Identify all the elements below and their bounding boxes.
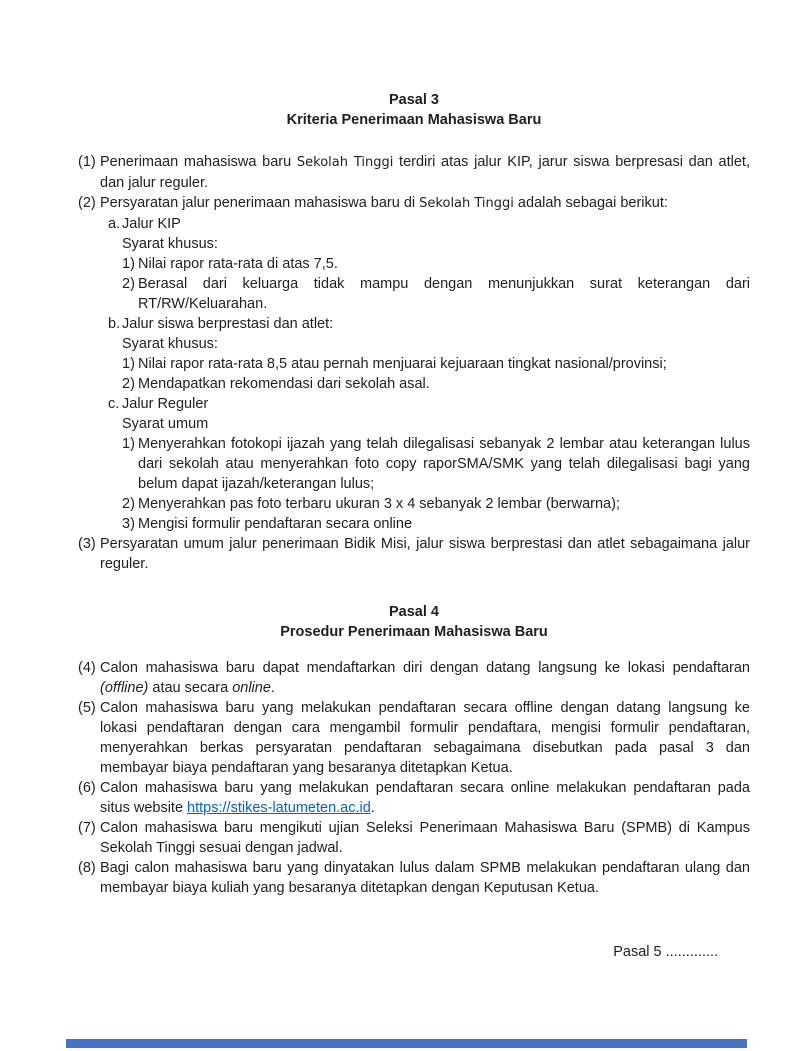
- item-number: (8): [78, 860, 96, 876]
- pasal4-subtitle: Prosedur Penerimaan Mahasiswa Baru: [280, 624, 548, 640]
- sub-label: Jalur KIP: [122, 216, 181, 232]
- sub-marker: a.: [108, 216, 121, 232]
- point-number: 2): [122, 276, 135, 292]
- point-number: 2): [122, 376, 135, 392]
- point-row: [122, 494, 750, 514]
- bottom-blue-bar: [66, 1039, 747, 1048]
- item-text: Calon mahasiswa baru dapat mendaftarkan diri dengan datang langsung ke lokasi pendaftaran (offline) atau secara online.: [100, 660, 750, 696]
- next-section-reference: Pasal 5 .............: [613, 944, 718, 960]
- point-row: [122, 254, 750, 274]
- syarat-label: Syarat umum: [122, 416, 209, 432]
- point-text: Mengisi formulir pendaftaran secara online: [138, 516, 413, 532]
- italic-text: (offline): [100, 680, 149, 696]
- sub-marker: c.: [108, 396, 120, 412]
- sub-item-c: [108, 394, 750, 414]
- pasal4-list: [78, 658, 750, 898]
- sub-item-a: [108, 214, 750, 234]
- item-number: (3): [78, 536, 96, 552]
- list-item-1: [78, 152, 750, 193]
- item-text: Calon mahasiswa baru yang melakukan pendaftaran secara offline dengan datang langsung ke lokasi pendaftaran dengan cara mengambil formulir pendaftara, mengisi formulir pendaftaran, menyerahkan berkas persyaratan pendaftaran sebagaimana disebutkan pada pasal 3 dan membayar biaya pendaftaran yang besaranya ditetapkan Ketua.: [100, 700, 750, 776]
- item-number: (7): [78, 820, 96, 836]
- list-item-3: [78, 534, 750, 574]
- item-text: Persyaratan umum jalur penerimaan Bidik Misi, jalur siswa berprestasi dan atlet sebagaimana jalur reguler.: [100, 536, 750, 572]
- sub-label: Jalur Reguler: [122, 396, 209, 412]
- pasal3-list: [78, 152, 750, 574]
- item-text: Calon mahasiswa baru yang melakukan pendaftaran secara online melakukan pendaftaran pada situs website https://stikes-latumeten.ac.id.: [100, 780, 750, 816]
- italic-text: online: [232, 680, 271, 696]
- document-content: [78, 90, 750, 962]
- point-text: Nilai rapor rata-rata di atas 7,5.: [138, 256, 338, 272]
- alt-font-text: Sekolah Tinggi: [296, 155, 394, 170]
- point-text: Berasal dari keluarga tidak mampu dengan menunjukkan surat keterangan dari RT/RW/Keluarahan.: [138, 276, 750, 312]
- item-text: Penerimaan mahasiswa baru Sekolah Tinggi terdiri atas jalur KIP, jarur siswa berpresasi dan atlet, dan jalur reguler.: [100, 154, 750, 191]
- item-number: (2): [78, 195, 96, 211]
- item-number: (1): [78, 154, 96, 170]
- point-text: Menyerahkan pas foto terbaru ukuran 3 x 4 sebanyak 2 lembar (berwarna);: [138, 496, 620, 512]
- syarat-label: Syarat khusus:: [122, 236, 218, 252]
- syarat-label: Syarat khusus:: [122, 336, 218, 352]
- item-text: Calon mahasiswa baru mengikuti ujian Seleksi Penerimaan Mahasiswa Baru (SPMB) di Kampus Sekolah Tinggi sesuai dengan jadwal.: [100, 820, 750, 856]
- point-number: 1): [122, 356, 135, 372]
- point-number: 3): [122, 516, 135, 532]
- point-row: [122, 514, 750, 534]
- sub-item-b: [108, 314, 750, 334]
- point-number: 1): [122, 436, 135, 452]
- pasal3-title: Pasal 3: [389, 92, 439, 108]
- point-row: [122, 354, 750, 374]
- list-item-7: [78, 818, 750, 858]
- pasal3-subtitle: Kriteria Penerimaan Mahasiswa Baru: [286, 112, 542, 128]
- item-number: (4): [78, 660, 96, 676]
- point-text: Nilai rapor rata-rata 8,5 atau pernah menjuarai kejuaraan tingkat nasional/provinsi;: [138, 356, 667, 372]
- item-text: Bagi calon mahasiswa baru yang dinyatakan lulus dalam SPMB melakukan pendaftaran ulang dan membayar biaya kuliah yang besaranya ditetapkan dengan Keputusan Ketua.: [100, 860, 750, 896]
- list-item-4: [78, 658, 750, 698]
- item-text: Persyaratan jalur penerimaan mahasiswa baru di Sekolah Tinggi adalah sebagai berikut:: [100, 195, 668, 211]
- point-number: 1): [122, 256, 135, 272]
- alt-font-text: Sekolah Tinggi: [419, 196, 514, 211]
- sub-marker: b.: [108, 316, 121, 332]
- point-number: 2): [122, 496, 135, 512]
- item-number: (6): [78, 780, 96, 796]
- point-row: [122, 434, 750, 494]
- point-text: Mendapatkan rekomendasi dari sekolah asal.: [138, 376, 430, 392]
- item-number: (5): [78, 700, 96, 716]
- sub-label: Jalur siswa berprestasi dan atlet:: [122, 316, 334, 332]
- point-text: Menyerahkan fotokopi ijazah yang telah dilegalisasi sebanyak 2 lembar atau keterangan lulus dari sekolah atau menyerahkan foto copy raporSMA/SMK yang telah dilegalisasi bagi yang belum dapat ijazah/keterangan lulus;: [138, 436, 750, 492]
- list-item-8: [78, 858, 750, 898]
- pasal4-title: Pasal 4: [389, 604, 439, 620]
- list-item-5: [78, 698, 750, 778]
- point-row: [122, 274, 750, 314]
- point-row: [122, 374, 750, 394]
- list-item-6: [78, 778, 750, 818]
- list-item-2: [78, 193, 750, 214]
- stikes-website-link[interactable]: https://stikes-latumeten.ac.id: [187, 800, 371, 816]
